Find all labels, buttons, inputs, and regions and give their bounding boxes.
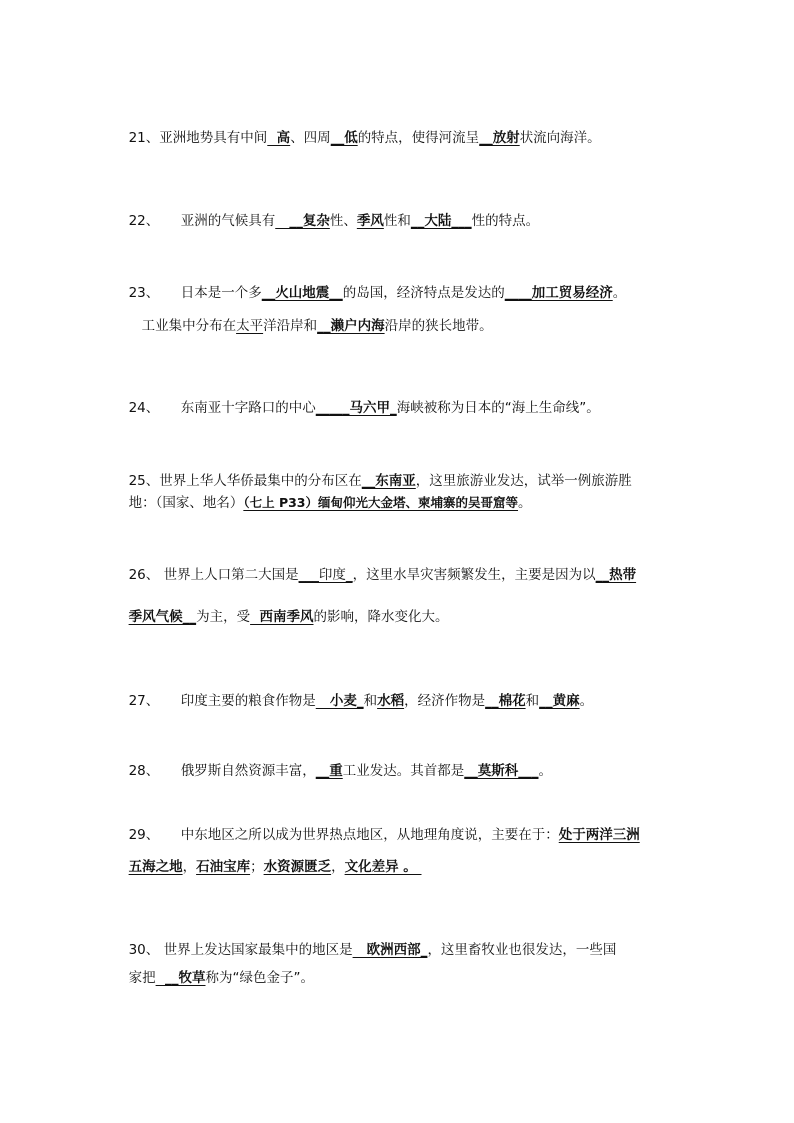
q23-text-2: 的岛国，经济特点是发达的 xyxy=(342,285,505,301)
q26-text-4: 的影响，降水变化大。 xyxy=(313,609,449,625)
q27-text-2: 和 xyxy=(363,693,378,709)
q27-text-4: 和 xyxy=(525,693,540,709)
q25-answer-2: （七上 P33）缅甸仰光大金塔、柬埔寨的吴哥窟等 xyxy=(243,495,519,510)
q25-text-1: 25、世界上华人华侨最集中的分布区在 xyxy=(128,473,362,489)
q29-answer-1-cont: 五海之地 xyxy=(128,859,183,875)
q29-answer-1: 处于两洋三洲 xyxy=(558,827,640,843)
q21-text-1: 21、亚洲地势具有中间 xyxy=(128,130,268,146)
q27-answer-4: __黄麻 xyxy=(539,693,580,709)
q22-text-2: 性、 xyxy=(329,213,357,229)
q29-text-1: 29、 中东地区之所以成为世界热点地区，从地理角度说，主要在于： xyxy=(128,827,559,843)
q23-text-1: 23、 日本是一个多 xyxy=(128,285,262,301)
q21-answer-3: __放射 xyxy=(479,130,520,146)
q27-answer-1: 小麦_ xyxy=(315,693,364,709)
question-26-line-1 xyxy=(120,545,636,585)
q22-answer-3: __大陆___ xyxy=(410,213,472,229)
q30-text-4: 称为“绿色金子”。 xyxy=(205,970,314,986)
q28-text-1: 28、 俄罗斯自然资源丰富， xyxy=(128,763,316,779)
q22-answer-2: 季风 xyxy=(356,213,384,229)
q26-text-3: 为主，受 xyxy=(196,609,251,625)
q23-answer-1: __火山地震__ xyxy=(261,285,343,301)
question-26-line-2 xyxy=(120,587,449,627)
q23-answer-4: __濑户内海 xyxy=(317,318,385,334)
question-28 xyxy=(120,741,552,781)
q25-text-3: 地：（国家、地名） xyxy=(128,495,244,511)
q26-answer-2: __热带 xyxy=(595,567,637,583)
q28-text-2: 工业发达。其首都是 xyxy=(342,763,465,779)
q27-text-1: 27、 印度主要的粮食作物是 xyxy=(128,693,316,709)
question-24 xyxy=(120,378,600,418)
q26-text-1: 26、 世界上人口第二大国是 xyxy=(128,567,299,583)
q21-answer-1: 高 xyxy=(267,130,291,146)
q23-answer-3: 太平 xyxy=(236,318,264,334)
q21-answer-2: __低 xyxy=(330,130,358,146)
q30-text-3: 家把 xyxy=(128,970,156,986)
q29-sep-2: ； xyxy=(250,859,264,875)
q26-text-2: ，这里水旱灾害频繁发生，主要是因为以 xyxy=(352,567,596,583)
q22-text-3: 性和 xyxy=(383,213,411,229)
q22-answer-1: __复杂 xyxy=(275,213,330,229)
q26-answer-3: 西南季风 xyxy=(250,609,314,625)
q24-text-2: 海峡被称为日本的“海上生命线”。 xyxy=(396,400,600,416)
q29-answer-4: 文化差异 。 xyxy=(344,859,422,875)
q28-answer-1: __重 xyxy=(315,763,343,779)
q24-answer-1: _____马六甲_ xyxy=(315,400,397,416)
q30-answer-1: 欧洲西部_ xyxy=(352,942,428,958)
q26-answer-2-cont: 季风气候__ xyxy=(128,609,197,625)
q29-answer-2: 石油宝库 xyxy=(196,859,251,875)
question-22 xyxy=(120,191,539,231)
question-23-line-2 xyxy=(133,296,493,336)
question-21 xyxy=(120,108,601,148)
q26-answer-1: ___印度_ xyxy=(298,567,353,583)
q25-answer-1: __东南亚 xyxy=(361,473,416,489)
q23-text-4: 工业集中分布在 xyxy=(141,318,237,334)
question-25-line-2 xyxy=(120,473,532,513)
q22-text-1: 22、 亚洲的气候具有 xyxy=(128,213,276,229)
q21-text-4: 状流向海洋。 xyxy=(519,130,601,146)
q27-text-5: 。 xyxy=(579,693,594,709)
q21-text-3: 的特点，使得河流呈 xyxy=(357,130,480,146)
q27-answer-3: __棉花 xyxy=(485,693,526,709)
q25-text-2: ，这里旅游业发达，试举一例旅游胜 xyxy=(415,473,632,489)
q21-text-2: 、四周 xyxy=(290,130,331,146)
question-27 xyxy=(120,671,593,711)
q29-sep-1: ， xyxy=(182,859,197,875)
q23-text-3: 。 xyxy=(612,285,627,301)
q25-text-4: 。 xyxy=(518,495,532,511)
q23-text-5: 洋沿岸和 xyxy=(263,318,318,334)
q29-answer-3: 水资源匮乏 xyxy=(263,859,332,875)
q23-answer-2: ____加工贸易经济 xyxy=(504,285,613,301)
q30-text-1: 30、 世界上发达国家最集中的地区是 xyxy=(128,942,353,958)
question-29-line-2 xyxy=(120,837,422,877)
q24-text-1: 24、 东南亚十字路口的中心 xyxy=(128,400,316,416)
question-30-line-2 xyxy=(120,948,314,988)
q28-text-3: 。 xyxy=(538,763,552,779)
q28-answer-2: __莫斯科___ xyxy=(464,763,539,779)
q23-text-6: 沿岸的狭长地带。 xyxy=(384,318,493,334)
q30-text-2: ，这里畜牧业也很发达，一些国 xyxy=(427,942,617,958)
q27-text-3: ，经济作物是 xyxy=(404,693,486,709)
q27-answer-2: 水稻 xyxy=(377,693,405,709)
q22-text-4: 性的特点。 xyxy=(471,213,540,229)
q29-sep-3: ， xyxy=(331,859,345,875)
q30-answer-2: __牧草 xyxy=(155,970,206,986)
